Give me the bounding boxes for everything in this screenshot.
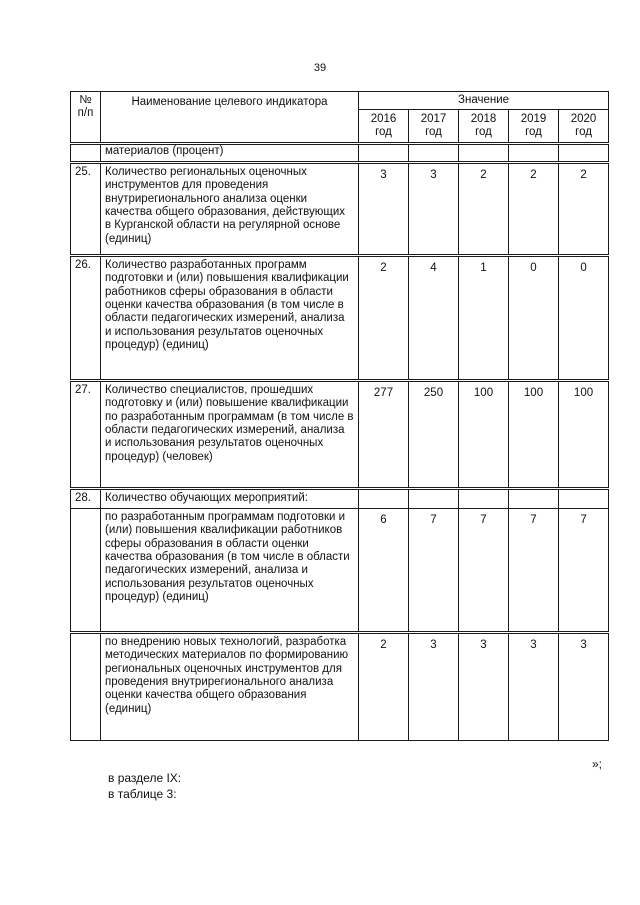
- table-row: [71, 632, 609, 740]
- row-number: [71, 632, 101, 740]
- row-value: [409, 144, 459, 162]
- row-value: 3: [509, 632, 559, 740]
- row-value: [359, 488, 409, 508]
- table-row: [71, 255, 609, 380]
- row-number: 25.: [71, 162, 101, 255]
- row-value: [359, 144, 409, 162]
- indicator-table: [70, 91, 609, 741]
- row-value: 2: [359, 632, 409, 740]
- table-row: [71, 162, 609, 255]
- row-value: 7: [509, 508, 559, 632]
- row-indicator-name: по разработанным программам подготовки и (или) повышения квалификации работников сферы образования в области оценки качества образования (в том числе в области педагогических измерений, анализа и использования результатов оценочных процедур) (единиц): [101, 508, 359, 632]
- row-value: 2: [359, 255, 409, 380]
- row-value: [509, 144, 559, 162]
- header-indicator-name: Наименование целевого индикатора: [101, 92, 359, 144]
- row-value: 3: [359, 162, 409, 255]
- row-value: 6: [359, 508, 409, 632]
- row-value: 3: [459, 632, 509, 740]
- table-row: [71, 380, 609, 488]
- header-year: 2016 год: [359, 110, 409, 144]
- row-indicator-name: Количество специалистов, прошедших подготовку и (или) повышение квалификации по разработанным программам (в том числе в области педагогических измерений, анализа и использования результатов оценочных процедур) (человек): [101, 380, 359, 488]
- row-value: [409, 488, 459, 508]
- header-year: 2018 год: [459, 110, 509, 144]
- row-value: [459, 488, 509, 508]
- row-indicator-name: Количество разработанных программ подготовки и (или) повышения квалификации работников сферы образования в области оценки качества образования (в том числе в области педагогических измерений, анализа и использования результатов оценочных процедур) (единиц): [101, 255, 359, 380]
- row-indicator-name: материалов (процент): [101, 144, 359, 162]
- page-number: 39: [313, 62, 327, 74]
- table-row: [71, 144, 609, 162]
- row-indicator-name: Количество региональных оценочных инструментов для проведения внутрирегионального анализа оценки качества общего образования, действующих в Курганской области на регулярной основе (единиц): [101, 162, 359, 255]
- row-number: 27.: [71, 380, 101, 488]
- row-value: 2: [509, 162, 559, 255]
- row-indicator-name: по внедрению новых технологий, разработка методических материалов по формированию региональных оценочных инструментов для проведения внутрирегионального анализа оценки качества общего образования (единиц): [101, 632, 359, 740]
- row-value: 277: [359, 380, 409, 488]
- row-value: 0: [509, 255, 559, 380]
- closing-quote: »;: [592, 757, 603, 771]
- row-value: 7: [409, 508, 459, 632]
- row-value: 100: [559, 380, 609, 488]
- row-value: 250: [409, 380, 459, 488]
- row-indicator-name: Количество обучающих мероприятий:: [101, 488, 359, 508]
- table-row: [71, 508, 609, 632]
- row-value: 3: [559, 632, 609, 740]
- footer-line-table: в таблице 3:: [108, 787, 177, 801]
- row-value: 2: [559, 162, 609, 255]
- row-value: 0: [559, 255, 609, 380]
- row-number: [71, 144, 101, 162]
- row-value: [459, 144, 509, 162]
- row-value: 4: [409, 255, 459, 380]
- row-value: [559, 144, 609, 162]
- header-year: 2020 год: [559, 110, 609, 144]
- row-value: 100: [509, 380, 559, 488]
- row-number: 26.: [71, 255, 101, 380]
- row-value: 7: [459, 508, 509, 632]
- header-year: 2017 год: [409, 110, 459, 144]
- row-value: 3: [409, 632, 459, 740]
- row-number: 28.: [71, 488, 101, 508]
- row-value: [559, 488, 609, 508]
- row-value: [509, 488, 559, 508]
- row-number: [71, 508, 101, 632]
- header-year: 2019 год: [509, 110, 559, 144]
- row-value: 1: [459, 255, 509, 380]
- header-num: № п/п: [71, 92, 101, 144]
- table-row: [71, 488, 609, 508]
- row-value: 100: [459, 380, 509, 488]
- row-value: 2: [459, 162, 509, 255]
- row-value: 3: [409, 162, 459, 255]
- footer-line-section: в разделе IX:: [108, 771, 182, 785]
- header-value-group: Значение: [359, 92, 609, 110]
- row-value: 7: [559, 508, 609, 632]
